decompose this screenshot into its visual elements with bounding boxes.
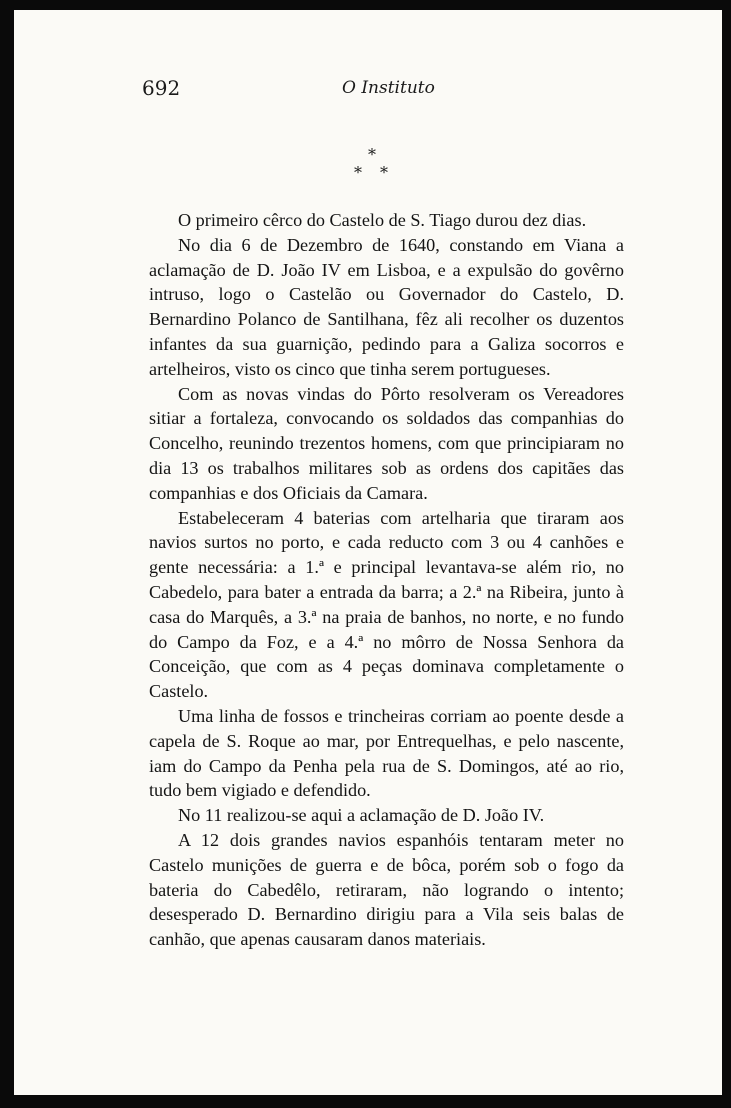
running-title: O Instituto <box>342 78 435 98</box>
paragraph: Com as novas vindas do Pôrto resolveram os Vereadores sitiar a fortaleza, convocando os soldados das companhias do Concelho, reunindo trezentos homens, com que principiaram no dia 13 os trabalhos militares sob as ordens dos capitães das companhias e dos Oficiais da Camara. <box>149 383 624 503</box>
asterisk-top: * <box>368 145 376 164</box>
paragraph: A 12 dois grandes navios espanhóis tentaram meter no Castelo munições de guerra e de bôca, porém sob o fogo da bateria do Cabedêlo, retiraram, não logrando o intento; desesperado D. Bernardino dirigiu para a Vila seis balas de canhão, que apenas causaram danos materiais. <box>149 829 624 950</box>
book-page <box>14 10 722 1095</box>
paragraph: Uma linha de fossos e trincheiras corriam ao poente desde a capela de S. Roque ao mar, por Entrequelhas, e pelo nascente, iam do Campo da Penha pela rua de S. Domingos, até ao rio, tudo bem vigiado e defendido. <box>149 705 624 801</box>
asterisk-right: * <box>380 163 388 182</box>
paragraph: No dia 6 de Dezembro de 1640, constando em Viana a aclamação de D. João IV em Lisboa, e a expulsão do govêrno intruso, logo o Castelão ou Governador do Castelo, D. Bernardino Polanco de Santilhana, fêz ali recolher os duzentos infantes da sua guarnição, pedindo para a Galiza socorros e artelheiros, visto os cinco que tinha serem portugueses. <box>149 234 624 379</box>
page-header <box>142 76 582 106</box>
paragraph: No 11 realizou-se aqui a aclamação de D. João IV. <box>178 805 545 826</box>
paragraph: Estabeleceram 4 baterias com artelharia que tiraram aos navios surtos no porto, e cada reducto com 3 ou 4 canhões e gente necessária: a 1.ª e principal levantava-se além rio, no Cabedelo, para bater a entrada da barra; a 2.ª na Ribeira, junto à casa do Marquês, a 3.ª na praia de banhos, no norte, e no fundo do Campo da Foz, e a 4.ª no môrro de Nossa Senhora da Conceição, que com as 4 peças dominava completamente o Castelo. <box>149 507 624 702</box>
body-text <box>149 208 624 952</box>
asterism-divider <box>354 145 398 185</box>
page-number: 692 <box>142 76 181 100</box>
paragraph: O primeiro cêrco do Castelo de S. Tiago durou dez dias. <box>178 210 587 230</box>
asterisk-left: * <box>354 163 362 182</box>
